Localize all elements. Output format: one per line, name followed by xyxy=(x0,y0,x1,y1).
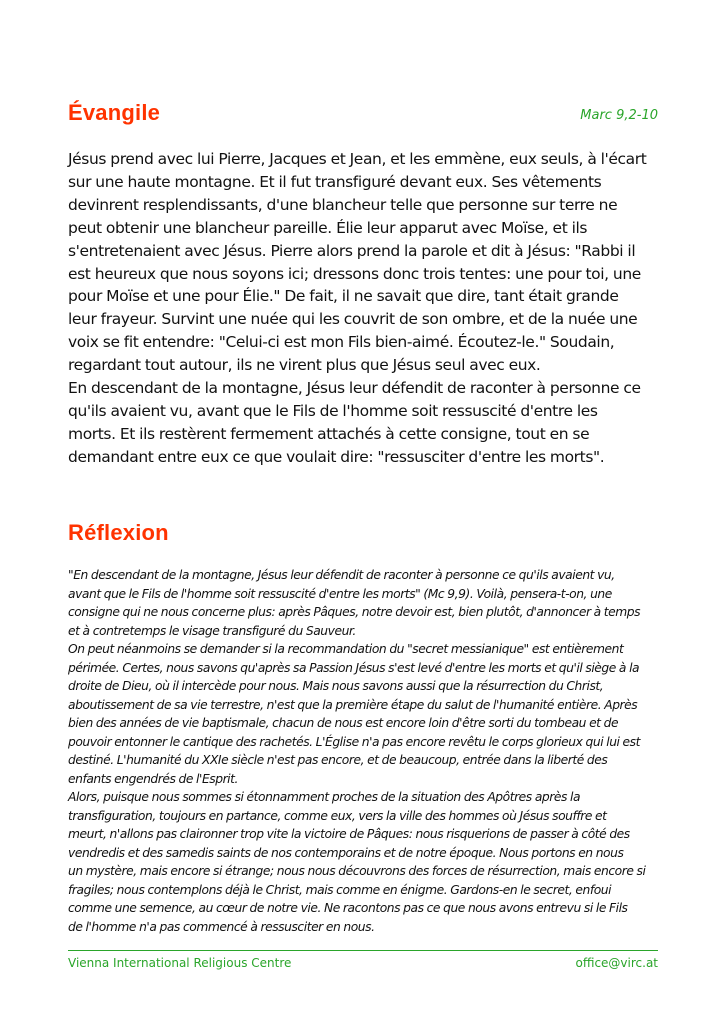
gospel-header xyxy=(68,100,658,132)
gospel-title: Évangile xyxy=(68,100,161,125)
document-page xyxy=(68,0,658,1024)
footer-divider xyxy=(68,950,658,951)
gospel-reference: Marc 9,2-10 xyxy=(580,108,658,123)
footer-organization: Vienna International Religious Centre xyxy=(68,956,292,970)
reflexion-title: Réflexion xyxy=(68,520,169,545)
reflexion-text: "En descendant de la montagne, Jésus leur défendit de raconter à personne ce qu'ils avaient vu, avant que le Fils de l'homme soit ressuscité d'entre les morts" (Mc 9,9). Voilà, pensera-t-on, une consigne qui ne nous concerne plus: après Pâques, notre devoir est, bien plutôt, d'annoncer à temps et à contretemps le visage transfiguré du Sauveur. On peut néanmoins se demander si la recommandation du "secret messianique" est entièrement périmée. Certes, nous savons qu'après sa Passion Jésus s'est levé d'entre les morts et qu'il siège à la droite de Dieu, où il intercède pour nous. Mais nous savons aussi que la résurrection du Christ, aboutissement de sa vie terrestre, n'est que la première étape du salut de l'humanité entière. Après bien des années de vie baptismale, chacun de nous est encore loin d'être sorti du tombeau et de pouvoir entonner le cantique des rachetés. L'Église n'a pas encore revêtu le corps glorieux qui lui est destiné. L'humanité du XXIe siècle n'est pas encore, et de beaucoup, entrée dans la liberté des enfants engendrés de l'Esprit. Alors, puisque nous sommes si étonnamment proches de la situation des Apôtres après la transfiguration, toujours en partance, comme eux, vers la ville des hommes où Jésus souffre et meurt, n'allons pas claironner trop vite la victoire de Pâques: nous risquerions de passer à côté des vendredis et des samedis saints de nos contemporains et de notre époque. Nous portons en nous un mystère, mais encore si étrange; nous nous découvrons des forces de résurrection, mais encore si fragiles; nous contemplons déjà le Christ, mais comme en énigme. Gardons-en le secret, enfoui comme une semence, au cœur de notre vie. Ne racontons pas ce que nous avons entrevu si le Fils de l'homme n'a pas commencé à ressusciter en nous. xyxy=(68,568,646,934)
gospel-text: Jésus prend avec lui Pierre, Jacques et Jean, et les emmène, eux seuls, à l'écart sur une haute montagne. Et il fut transfiguré devant eux. Ses vêtements devinrent resplendissants, d'une blancheur telle que personne sur terre ne peut obtenir une blancheur pareille. Élie leur apparut avec Moïse, et ils s'entretenaient avec Jésus. Pierre alors prend la parole et dit à Jésus: "Rabbi il est heureux que nous soyons ici; dressons donc trois tentes: une pour toi, une pour Moïse et une pour Élie." De fait, il ne savait que dire, tant était grande leur frayeur. Survint une nuée qui les couvrit de son ombre, et de la nuée une voix se fit entendre: "Celui-ci est mon Fils bien-aimé. Écoutez-le." Soudain, regardant tout autour, ils ne virent plus que Jésus seul avec eux. En descendant de la montagne, Jésus leur défendit de raconter à personne ce qu'ils avaient vu, avant que le Fils de l'homme soit ressuscité d'entre les morts. Et ils restèrent fermement attachés à cette consigne, tout en se demandant entre eux ce que voulait dire: "ressusciter d'entre les morts". xyxy=(68,150,647,466)
page-footer xyxy=(68,956,658,970)
reflexion-header xyxy=(68,520,169,546)
footer-email: office@virc.at xyxy=(575,956,658,970)
